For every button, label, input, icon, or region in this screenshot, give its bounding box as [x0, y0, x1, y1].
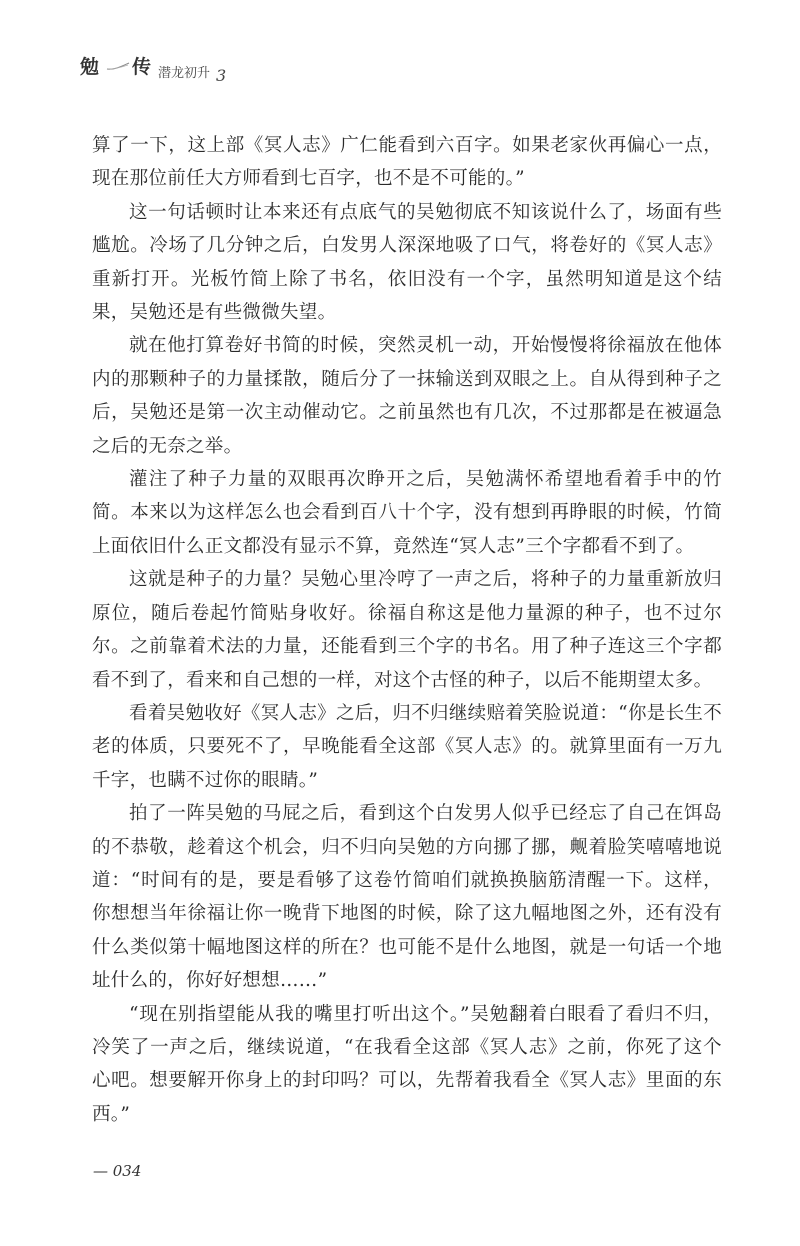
paragraph: 这就是种子的力量？吴勉心里冷哼了一声之后，将种子的力量重新放归原位，随后卷起竹简贴身收好。徐福自称这是他力量源的种子，也不过尔尔。之前靠着术法的力量，还能看到三个字的书名。用了种子连这三个字都看不到了，看来和自己想的一样，对这个古怪的种子，以后不能期望太多。 [92, 569, 722, 691]
paragraph: 拍了一阵吴勉的马屁之后，看到这个白发男人似乎已经忘了自己在饵岛的不恭敬，趁着这个机会，归不归向吴勉的方向挪了挪，觍着脸笑嘻嘻地说道：“时间有的是，要是看够了这卷竹简咱们就换换脑筋清醒一下。这样，你想想当年徐福让你一晚背下地图的时候，除了这九幅地图之外，还有没有什么类似第十幅地图这样的所在？也可能不是什么地图，就是一句话一个地址什么的，你好好想想……” [92, 803, 722, 992]
running-header [80, 52, 380, 92]
paragraph: “现在别指望能从我的嘴里打听出这个。”吴勉翻着白眼看了看归不归，冷笑了一声之后，继续说道，“在我看全这部《冥人志》之前，你死了这个心吧。想要解开你身上的封印吗？可以，先帮着我看全《冥人志》里面的东西。” [92, 1003, 722, 1125]
paragraph: 看着吴勉收好《冥人志》之后，归不归继续赔着笑脸说道：“你是长生不老的体质，只要死不了，早晚能看全这部《冥人志》的。就算里面有一万九千字，也瞒不过你的眼睛。” [92, 702, 722, 791]
header-title-char-2: 传 [132, 56, 152, 78]
paragraph: 就在他打算卷好书简的时候，突然灵机一动，开始慢慢将徐福放在他体内的那颗种子的力量揉散，随后分了一抹输送到双眼之上。自从得到种子之后，吴勉还是第一次主动催动它。之前虽然也有几次，不过那都是在被逼急之后的无奈之举。 [92, 335, 722, 457]
paragraph: 这一句话顿时让本来还有点底气的吴勉彻底不知该说什么了，场面有些尴尬。冷场了几分钟之后，白发男人深深地吸了口气，将卷好的《冥人志》重新打开。光板竹简上除了书名，依旧没有一个字，虽然明知道是这个结果，吴勉还是有些微微失望。 [92, 201, 722, 324]
paragraph: 灌注了种子力量的双眼再次睁开之后，吴勉满怀希望地看着手中的竹简。本来以为这样怎么也会看到百八十个字，没有想到再睁眼的时候，竹简上面依旧什么正文都没有显示不算，竟然连“冥人志”三个字都看不到了。 [92, 469, 722, 557]
header-volume-number: 3 [216, 66, 227, 85]
page-number: — 034 [93, 1162, 142, 1180]
paragraph: 算了一下，这上部《冥人志》广仁能看到六百字。如果老家伙再偏心一点，现在那位前任大方师看到七百字，也不是不可能的。” [92, 135, 722, 190]
swoosh-ornament-icon [106, 61, 130, 71]
page-body [92, 129, 722, 1131]
header-subtitle: 潜龙初升 [158, 66, 211, 81]
header-title-char-1: 勉 [80, 56, 100, 78]
